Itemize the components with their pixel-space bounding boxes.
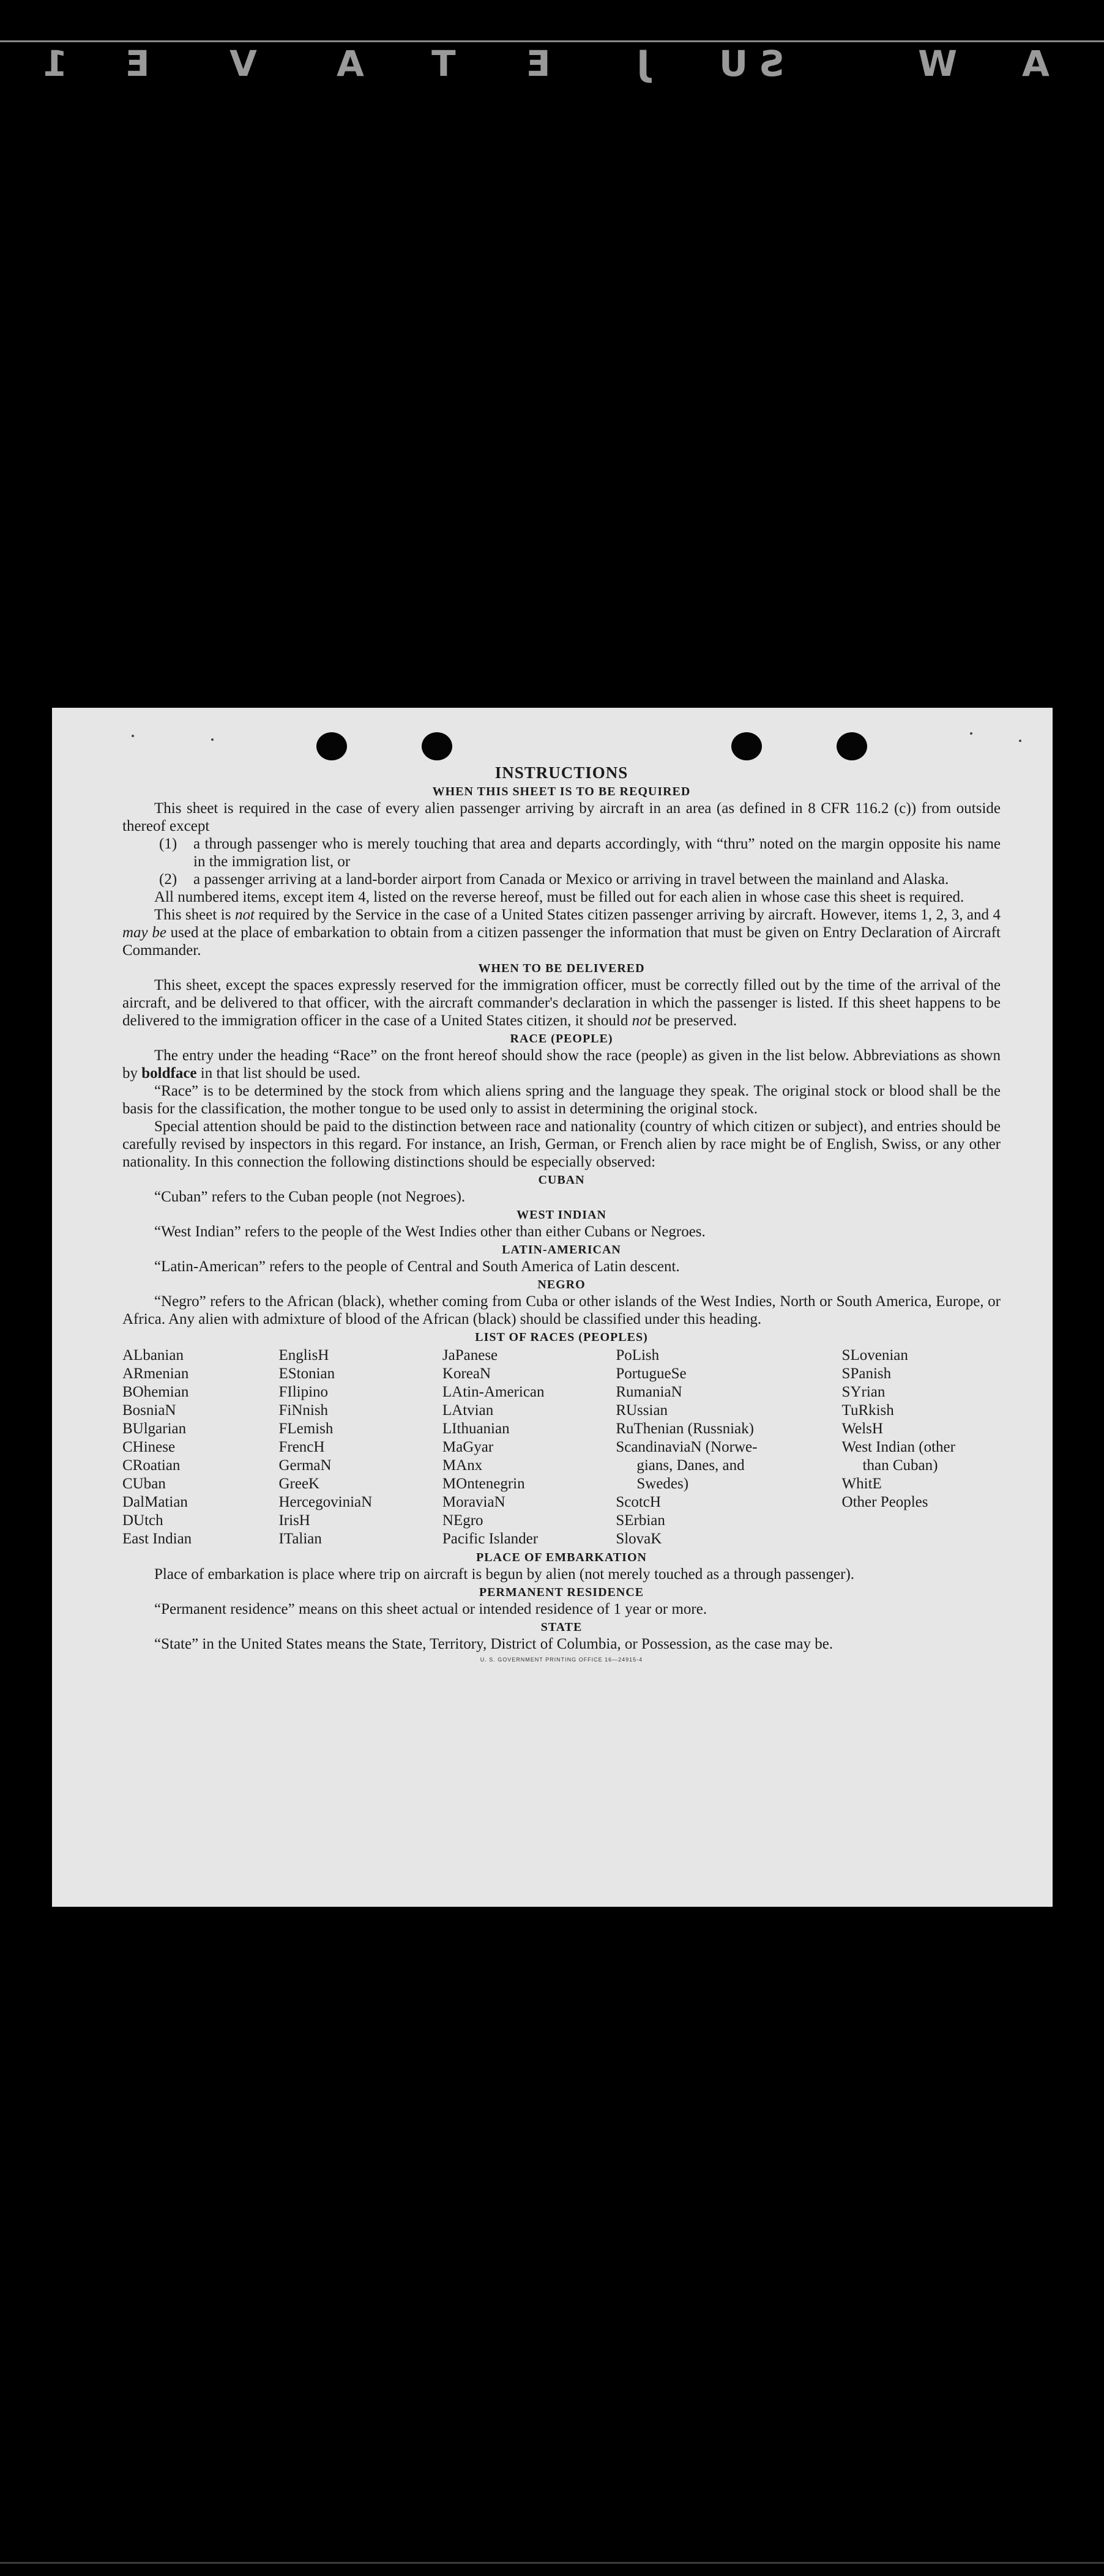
race-entry: FLemish — [278, 1420, 334, 1437]
race-entry: Other Peoples — [841, 1494, 928, 1510]
race-entry: LIthuanian — [442, 1420, 510, 1437]
race-entry: than Cuban) — [862, 1457, 938, 1474]
race-entry: DUtch — [122, 1512, 163, 1529]
race-column — [842, 1346, 1001, 1548]
race-entry: LAtvian — [442, 1402, 494, 1419]
section-heading-embarkation: PLACE OF EMBARKATION — [476, 1551, 647, 1564]
punch-hole — [316, 732, 347, 760]
paragraph: “Permanent residence” means on this sheet actual or intended residence of 1 year or more. — [154, 1601, 707, 1617]
item-number: (1) — [159, 836, 177, 852]
race-entry: CUban — [122, 1475, 166, 1492]
paragraph: This sheet is required in the case of every alien passenger arriving by aircraft in an area (as defined in 8 CFR 116.2 (c)) from outside thereof except — [122, 800, 1001, 834]
section-heading-when-delivered: WHEN TO BE DELIVERED — [478, 962, 645, 975]
race-entry: MAnx — [442, 1457, 483, 1474]
paragraph: Special attention should be paid to the distinction between race and nationality (country of which citizen or subject), and entries should be carefully revised by inspectors in this regard. For instance, an Irish, German, or French alien by race might be of English, Swiss, or any other nationality. In this connection the following distinctions should be especially observed: — [122, 1118, 1001, 1170]
race-entry: SLovenian — [841, 1347, 908, 1364]
speck — [970, 732, 972, 735]
paragraph: This sheet is not required by the Service in the case of a United States citizen passenger arriving by aircraft. However, items 1, 2, 3, and 4 may be used at the place of embarkation to obtain from a citizen passenger the information that must be given on Entry Declaration of Aircraft Commander. — [122, 907, 1001, 959]
race-entry: WhitE — [841, 1475, 882, 1492]
race-column — [442, 1346, 616, 1548]
race-entry: BOhemian — [122, 1384, 189, 1400]
speck — [1019, 740, 1021, 742]
section-heading-west-indian: WEST INDIAN — [517, 1208, 606, 1222]
race-entry: LAtin-American — [442, 1384, 545, 1400]
film-mark: 1 — [43, 43, 68, 84]
race-entry: CHinese — [122, 1439, 176, 1455]
section-heading-cuban: CUBAN — [538, 1173, 585, 1187]
section-heading-state: STATE — [540, 1620, 583, 1634]
race-entry: SPanish — [841, 1365, 892, 1382]
race-column — [278, 1346, 442, 1548]
paragraph: “Cuban” refers to the Cuban people (not Negroes). — [154, 1189, 466, 1205]
sheet-title: INSTRUCTIONS — [494, 763, 628, 782]
paragraph: “Race” is to be determined by the stock from which aliens spring and the language they speak. The original stock or blood shall be the basis for the classification, the mother tongue to be used only to assist in determining the original stock. — [122, 1083, 1001, 1117]
race-entry: IrisH — [278, 1512, 310, 1529]
race-list — [122, 1346, 1001, 1548]
race-entry: RuThenian (Russniak) — [616, 1420, 754, 1437]
exception-item-2 — [159, 870, 1001, 888]
race-entry: GreeK — [278, 1475, 320, 1492]
race-entry: EnglisH — [278, 1347, 329, 1364]
race-entry: gians, Danes, and — [636, 1457, 745, 1474]
race-entry: ScandinaviaN (Norwe- — [616, 1439, 758, 1455]
section-heading-when-required: WHEN THIS SHEET IS TO BE REQUIRED — [432, 785, 691, 798]
paragraph: All numbered items, except item 4, listed on the reverse hereof, must be filled out for each alien in whose case this sheet is required. — [154, 889, 964, 905]
film-mark: A — [337, 43, 364, 84]
film-edge-markings — [0, 43, 1104, 84]
film-mark: U — [719, 43, 748, 84]
race-entry: MaGyar — [442, 1439, 494, 1455]
race-entry: MOntenegrin — [442, 1475, 525, 1492]
section-heading-list-of-races: LIST OF RACES (PEOPLES) — [475, 1331, 648, 1344]
race-entry: PortugueSe — [616, 1365, 687, 1382]
race-entry: RUssian — [616, 1402, 668, 1419]
race-entry: PoLish — [616, 1347, 660, 1364]
item-number: (2) — [159, 871, 177, 888]
film-mark: V — [229, 43, 257, 84]
section-heading-race: RACE (PEOPLE) — [510, 1032, 613, 1045]
race-entry: TuRkish — [841, 1402, 894, 1419]
paragraph: The entry under the heading “Race” on the front hereof should show the race (people) as given in the list below. Abbreviations as shown by boldface in that list should be used. — [122, 1047, 1001, 1082]
race-entry: SYrian — [841, 1384, 886, 1400]
race-entry: FrencH — [278, 1439, 325, 1455]
race-column — [122, 1346, 278, 1548]
item-text: a through passenger who is merely touching that area and departs accordingly, with “thru” noted on the margin opposite his name in the immigration list, or — [193, 836, 1001, 870]
race-entry: HercegoviniaN — [278, 1494, 373, 1510]
race-entry: SErbian — [616, 1512, 665, 1529]
film-mark: E — [526, 43, 551, 84]
race-entry: SlovaK — [616, 1531, 662, 1547]
race-entry: RumaniaN — [616, 1384, 682, 1400]
paragraph: “Latin-American” refers to the people of Central and South America of Latin descent. — [154, 1258, 680, 1275]
race-entry: KoreaN — [442, 1365, 491, 1382]
film-mark: S — [759, 43, 785, 84]
instruction-sheet — [52, 708, 1053, 1907]
film-edge-line — [0, 2562, 1104, 2564]
race-entry: West Indian (other — [841, 1439, 955, 1455]
film-edge-line — [0, 40, 1104, 42]
race-entry: BUlgarian — [122, 1420, 187, 1437]
film-mark: T — [431, 43, 456, 84]
punch-hole — [837, 732, 867, 760]
item-text: a passenger arriving at a land-border airport from Canada or Mexico or arriving in travel between the mainland and Alaska. — [193, 871, 949, 888]
race-entry: BosniaN — [122, 1402, 176, 1419]
section-heading-latin-american: LATIN-AMERICAN — [502, 1243, 621, 1256]
printing-office-imprint: U. S. GOVERNMENT PRINTING OFFICE 16—24915-4 — [480, 1657, 643, 1663]
race-entry: ALbanian — [122, 1347, 184, 1364]
race-entry: FIlipino — [278, 1384, 329, 1400]
film-mark: J — [636, 43, 650, 84]
film-mark: W — [918, 43, 957, 84]
film-mark: A — [1022, 43, 1050, 84]
paragraph: Place of embarkation is place where trip on aircraft is begun by alien (not merely touched as a through passenger). — [154, 1566, 855, 1583]
film-mark: E — [125, 43, 150, 84]
paragraph: “West Indian” refers to the people of the West Indies other than either Cubans or Negroes. — [154, 1223, 706, 1240]
speck — [211, 738, 214, 741]
punch-hole — [422, 732, 452, 760]
race-entry: FiNnish — [278, 1402, 329, 1419]
exception-item-1 — [159, 835, 1001, 870]
race-entry: MoraviaN — [442, 1494, 505, 1510]
race-entry: Pacific Islander — [442, 1531, 539, 1547]
race-entry: Swedes) — [636, 1475, 689, 1492]
section-heading-residence: PERMANENT RESIDENCE — [479, 1586, 644, 1599]
paragraph: This sheet, except the spaces expressly reserved for the immigration officer, must be correctly filled out by the time of the arrival of the aircraft, and be delivered to that officer, with the aircraft commander's declaration in which the passenger is listed. If this sheet happens to be delivered to the immigration officer in the case of a United States citizen, it should not be preserved. — [122, 977, 1001, 1029]
punch-hole — [731, 732, 762, 760]
race-entry: ITalian — [278, 1531, 322, 1547]
race-entry: CRoatian — [122, 1457, 181, 1474]
paragraph: “Negro” refers to the African (black), whether coming from Cuba or other islands of the West Indies, North or South America, Europe, or Africa. Any alien with admixture of blood of the African (black) should be classified under this heading. — [122, 1293, 1001, 1327]
race-entry: DalMatian — [122, 1494, 188, 1510]
section-heading-negro: NEGRO — [537, 1278, 586, 1291]
race-column — [616, 1346, 841, 1548]
paragraph: “State” in the United States means the State, Territory, District of Columbia, or Possession, as the case may be. — [154, 1636, 834, 1652]
race-entry: ARmenian — [122, 1365, 189, 1382]
race-entry: GermaN — [278, 1457, 332, 1474]
race-entry: ScotcH — [616, 1494, 661, 1510]
race-entry: East Indian — [122, 1531, 192, 1547]
race-entry: JaPanese — [442, 1347, 498, 1364]
race-entry: EStonian — [278, 1365, 335, 1382]
speck — [132, 735, 134, 737]
race-entry: NEgro — [442, 1512, 483, 1529]
race-entry: WelsH — [841, 1420, 883, 1437]
